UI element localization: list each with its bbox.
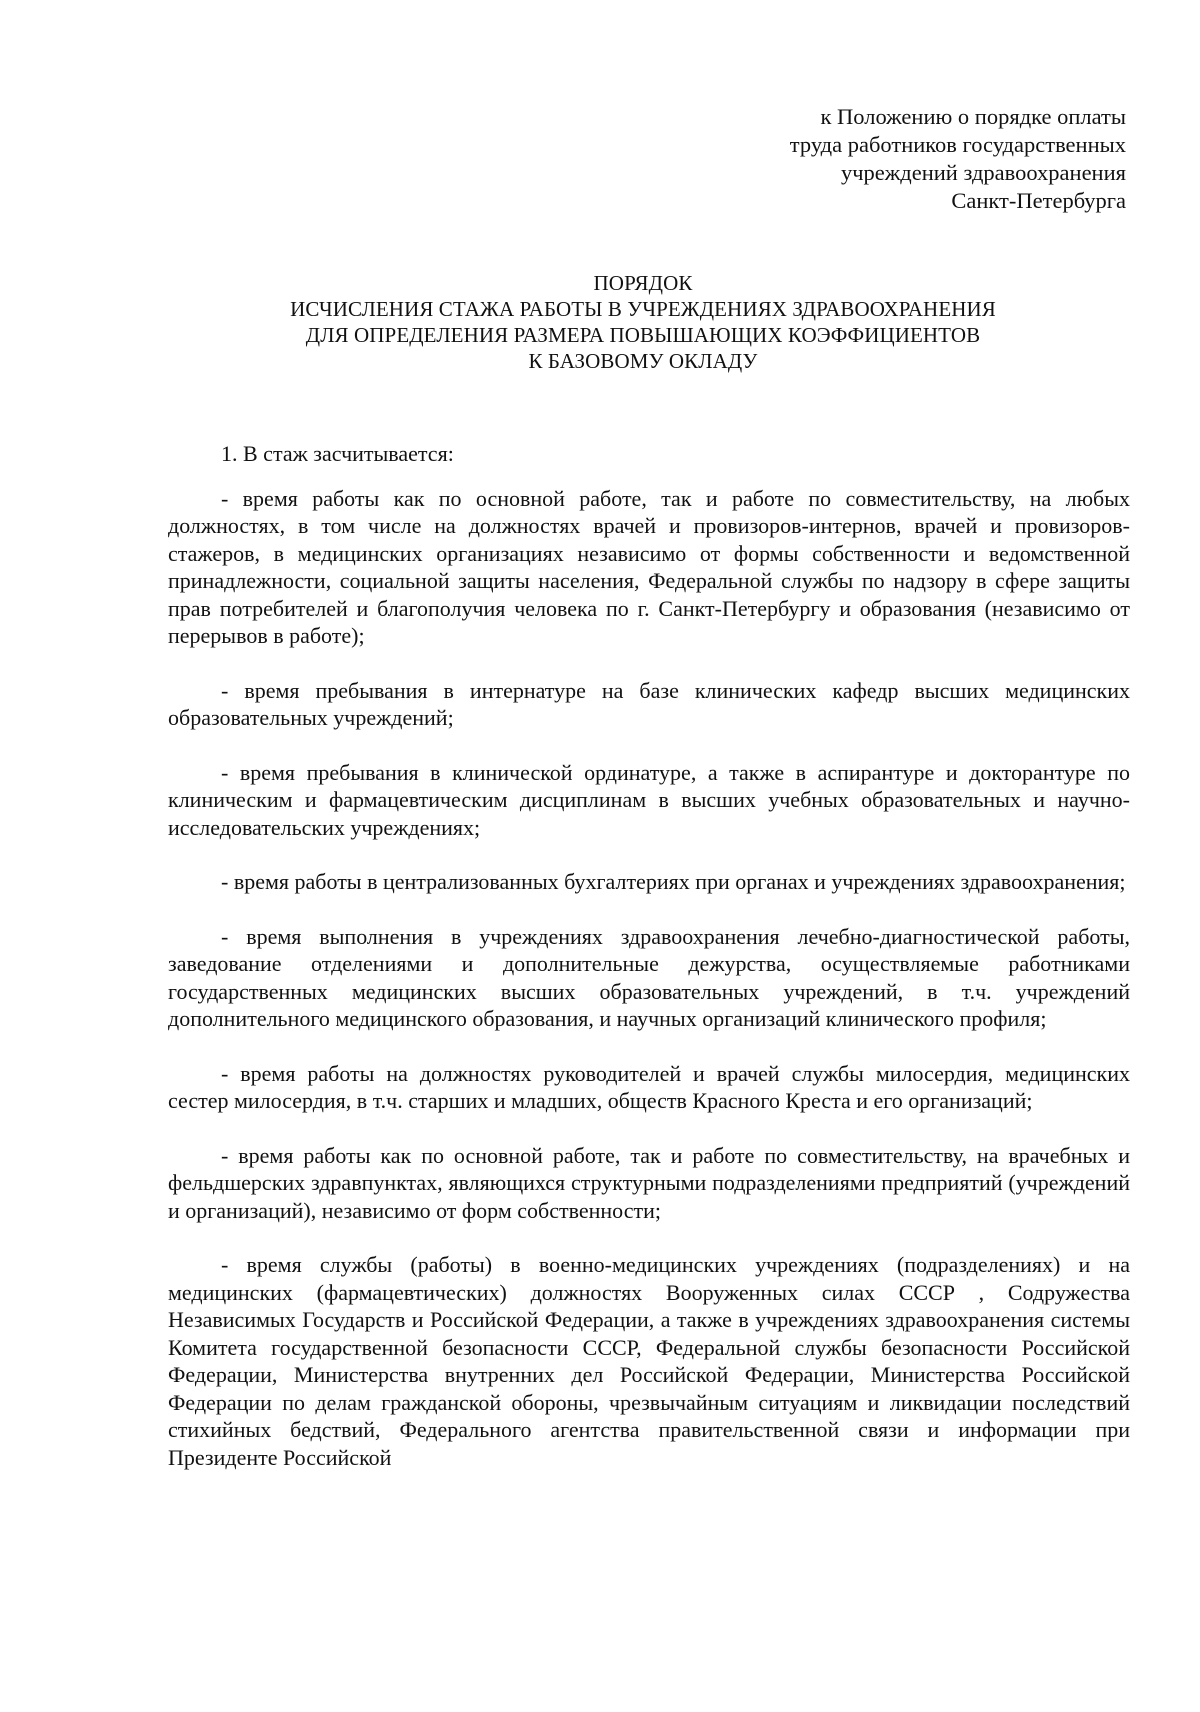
title-line: ИСЧИСЛЕНИЯ СТАЖА РАБОТЫ В УЧРЕЖДЕНИЯХ ЗДРАВООХРАНЕНИЯ xyxy=(290,297,996,321)
document-body xyxy=(168,440,1130,1471)
section-intro: 1. В стаж засчитывается: xyxy=(221,441,454,466)
list-item-paragraph: - время работы на должностях руководителей и врачей службы милосердия, медицинских сестер милосердия, в т.ч. старших и младших, обществ Красного Креста и его организаций; xyxy=(168,1060,1130,1113)
list-item-paragraph: - время работы как по основной работе, так и работе по совместительству, на врачебных и фельдшерских здравпунктах, являющихся структурными подразделениями предприятий (учреждений и организаций), независимо от форм собственности; xyxy=(168,1142,1130,1223)
title-line: ПОРЯДОК xyxy=(593,271,693,295)
list-item-paragraph: - время работы как по основной работе, так и работе по совместительству, на любых должностях, в том числе на должностях врачей и провизоров-интернов, врачей и провизоров-стажеров, в медицинских организациях независимо от формы собственности и ведомственной принадлежности, социальной защиты населения, Федеральной службы по надзору в сфере защиты прав потребителей и благополучия человека по г. Санкт-Петербургу и образования (независимо от перерывов в работе); xyxy=(168,485,1130,648)
appendix-header xyxy=(666,103,1126,215)
appendix-header-line: к Положению о порядке оплаты xyxy=(820,104,1126,129)
appendix-header-line: учреждений здравоохранения xyxy=(840,160,1126,185)
list-item-paragraph: - время работы в централизованных бухгалтериях при органах и учреждениях здравоохранения; xyxy=(221,869,1126,894)
list-item-paragraph: - время пребывания в клинической ординатуре, а также в аспирантуре и докторантуре по клиническим и фармацевтическим дисциплинам в высших учебных образовательных и научно-исследовательских учреждениях; xyxy=(168,759,1130,840)
list-item-paragraph: - время пребывания в интернатуре на базе клинических кафедр высших медицинских образовательных учреждений; xyxy=(168,677,1130,730)
title-line: ДЛЯ ОПРЕДЕЛЕНИЯ РАЗМЕРА ПОВЫШАЮЩИХ КОЭФФИЦИЕНТОВ xyxy=(305,323,981,347)
title-line: К БАЗОВОМУ ОКЛАДУ xyxy=(528,349,758,373)
appendix-header-line: Санкт-Петербурга xyxy=(951,188,1126,213)
list-item-paragraph: - время службы (работы) в военно-медицинских учреждениях (подразделениях) и на медицинских (фармацевтических) должностях Вооруженных силах СССР , Содружества Независимых Государств и Российской Федерации, а также в учреждениях здравоохранения системы Комитета государственной безопасности СССР, Федеральной службы безопасности Российской Федерации, Министерства внутренних дел Российской Федерации, Министерства Российской Федерации по делам гражданской обороны, чрезвычайным ситуациям и ликвидации последствий стихийных бедствий, Федерального агентства правительственной связи и информации при Президенте Российской xyxy=(168,1252,1130,1470)
list-item-paragraph: - время выполнения в учреждениях здравоохранения лечебно-диагностической работы, заведование отделениями и дополнительные дежурства, осуществляемые работниками государственных медицинских высших образовательных учреждений, в т.ч. учреждений дополнительного медицинского образования, и научных организаций клинического профиля; xyxy=(168,923,1130,1031)
document-title xyxy=(160,270,1126,374)
appendix-header-line: труда работников государственных xyxy=(789,132,1126,157)
